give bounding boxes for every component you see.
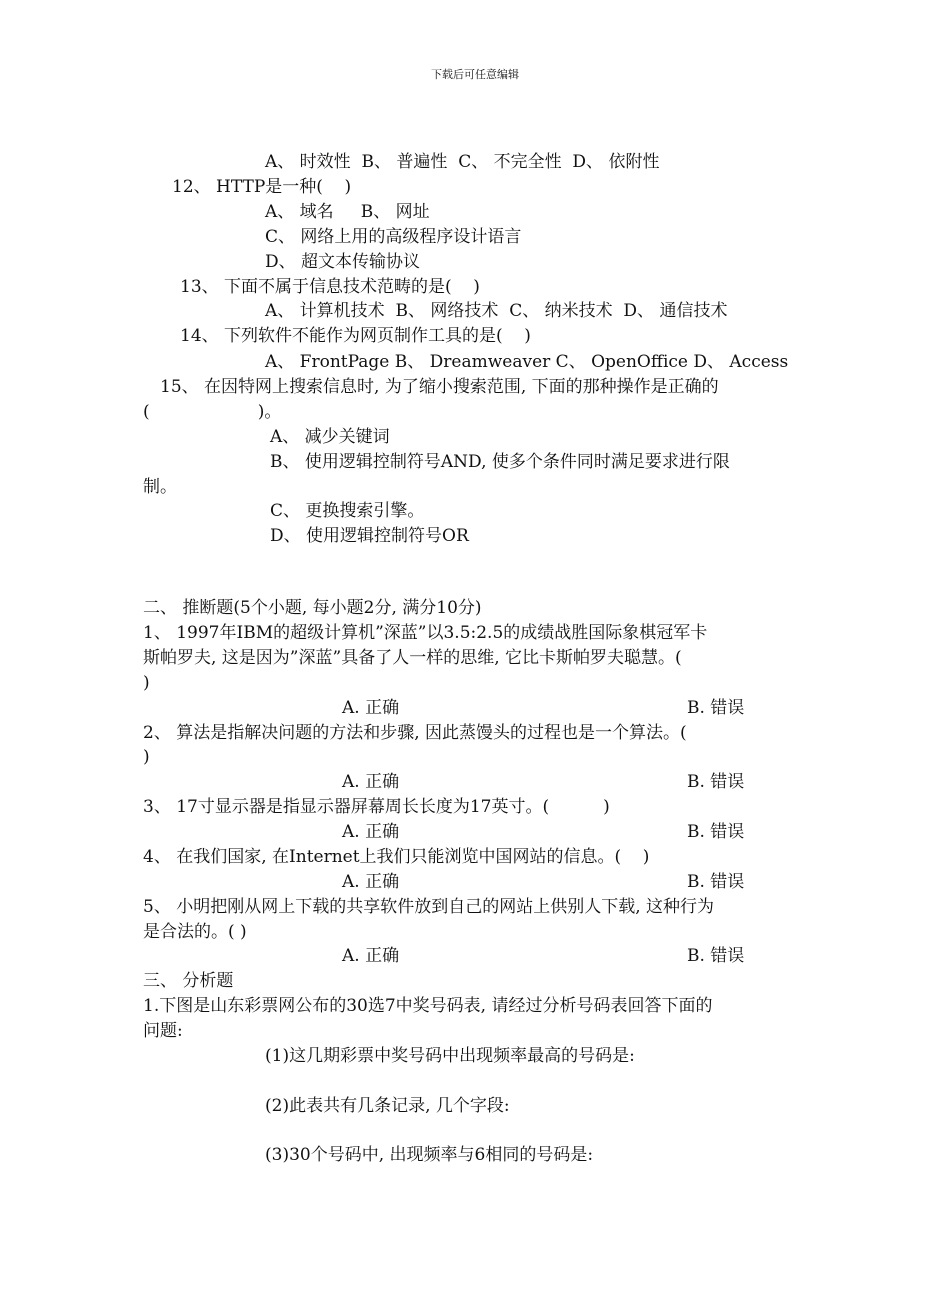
q14-stem: 14、 下列软件不能作为网页制作工具的是( ): [180, 326, 531, 346]
q12-options-ab: A、 域名 B、 网址: [265, 202, 430, 222]
q15-option-b-line2: 制。: [143, 477, 177, 497]
q14-options: A、 FrontPage B、 Dreamweaver C、 OpenOffice D、 Access: [265, 352, 789, 372]
analysis-q1-line2: 问题:: [143, 1021, 183, 1041]
analysis-subquestion-3: (3)30个号码中, 出现频率与6相同的号码是:: [265, 1145, 594, 1165]
judge-q1-option-a: A. 正确: [342, 698, 400, 718]
q15-option-b-line1: B、 使用逻辑控制符号AND, 使多个条件同时满足要求进行限: [270, 452, 730, 472]
judge-q4: 4、 在我们国家, 在Internet上我们只能浏览中国网站的信息。( ): [143, 847, 650, 867]
judge-q5-line1: 5、 小明把刚从网上下载的共享软件放到自己的网站上供别人下载, 这种行为: [143, 897, 715, 917]
judge-q2-line1: 2、 算法是指解决问题的方法和步骤, 因此蒸馒头的过程也是一个算法。(: [143, 723, 687, 743]
section2-title: 二、 推断题(5个小题, 每小题2分, 满分10分): [143, 598, 482, 618]
judge-q2-option-a: A. 正确: [342, 772, 400, 792]
judge-q4-option-b: B. 错误: [687, 872, 745, 892]
q15-option-a: A、 减少关键词: [270, 427, 390, 447]
q13-stem: 13、 下面不属于信息技术范畴的是( ): [180, 277, 480, 297]
judge-q1-line1: 1、 1997年IBM的超级计算机”深蓝”以3.5:2.5的成绩战胜国际象棋冠军卡: [143, 623, 708, 643]
q12-option-d: D、 超文本传输协议: [265, 252, 421, 272]
q15-option-c: C、 更换搜索引擎。: [270, 501, 425, 521]
judge-q1-option-b: B. 错误: [687, 698, 745, 718]
q11-options: A、 时效性 B、 普遍性 C、 不完全性 D、 依附性: [265, 152, 660, 172]
analysis-subquestion-1: (1)这几期彩票中奖号码中出现频率最高的号码是:: [265, 1046, 635, 1066]
q15-stem-line1: 15、 在因特网上搜索信息时, 为了缩小搜索范围, 下面的那种操作是正确的: [160, 377, 719, 397]
judge-q2-option-b: B. 错误: [687, 772, 745, 792]
judge-q4-option-a: A. 正确: [342, 872, 400, 892]
judge-q5-line2: 是合法的。( ): [143, 922, 247, 942]
judge-q3: 3、 17寸显示器是指显示器屏幕周长长度为17英寸。( ): [143, 797, 610, 817]
q13-options: A、 计算机技术 B、 网络技术 C、 纳米技术 D、 通信技术: [265, 301, 728, 321]
judge-q1-line3: ): [143, 673, 150, 693]
section3-title: 三、 分析题: [143, 971, 234, 991]
judge-q5-option-a: A. 正确: [342, 946, 400, 966]
q15-option-d: D、 使用逻辑控制符号OR: [270, 526, 469, 546]
judge-q2-line2: ): [143, 747, 150, 767]
judge-q3-option-b: B. 错误: [687, 822, 745, 842]
analysis-q1-line1: 1.下图是山东彩票网公布的30选7中奖号码表, 请经过分析号码表回答下面的: [143, 996, 713, 1016]
q12-option-c: C、 网络上用的高级程序设计语言: [265, 227, 522, 247]
q15-stem-line2: ( )。: [143, 402, 282, 422]
judge-q1-line2: 斯帕罗夫, 这是因为”深蓝”具备了人一样的思维, 它比卡斯帕罗夫聪慧。(: [143, 648, 682, 668]
q12-stem: 12、 HTTP是一种( ): [172, 177, 352, 197]
analysis-subquestion-2: (2)此表共有几条记录, 几个字段:: [265, 1096, 510, 1116]
judge-q5-option-b: B. 错误: [687, 946, 745, 966]
judge-q3-option-a: A. 正确: [342, 822, 400, 842]
page-header: 下载后可任意编辑: [431, 68, 519, 81]
